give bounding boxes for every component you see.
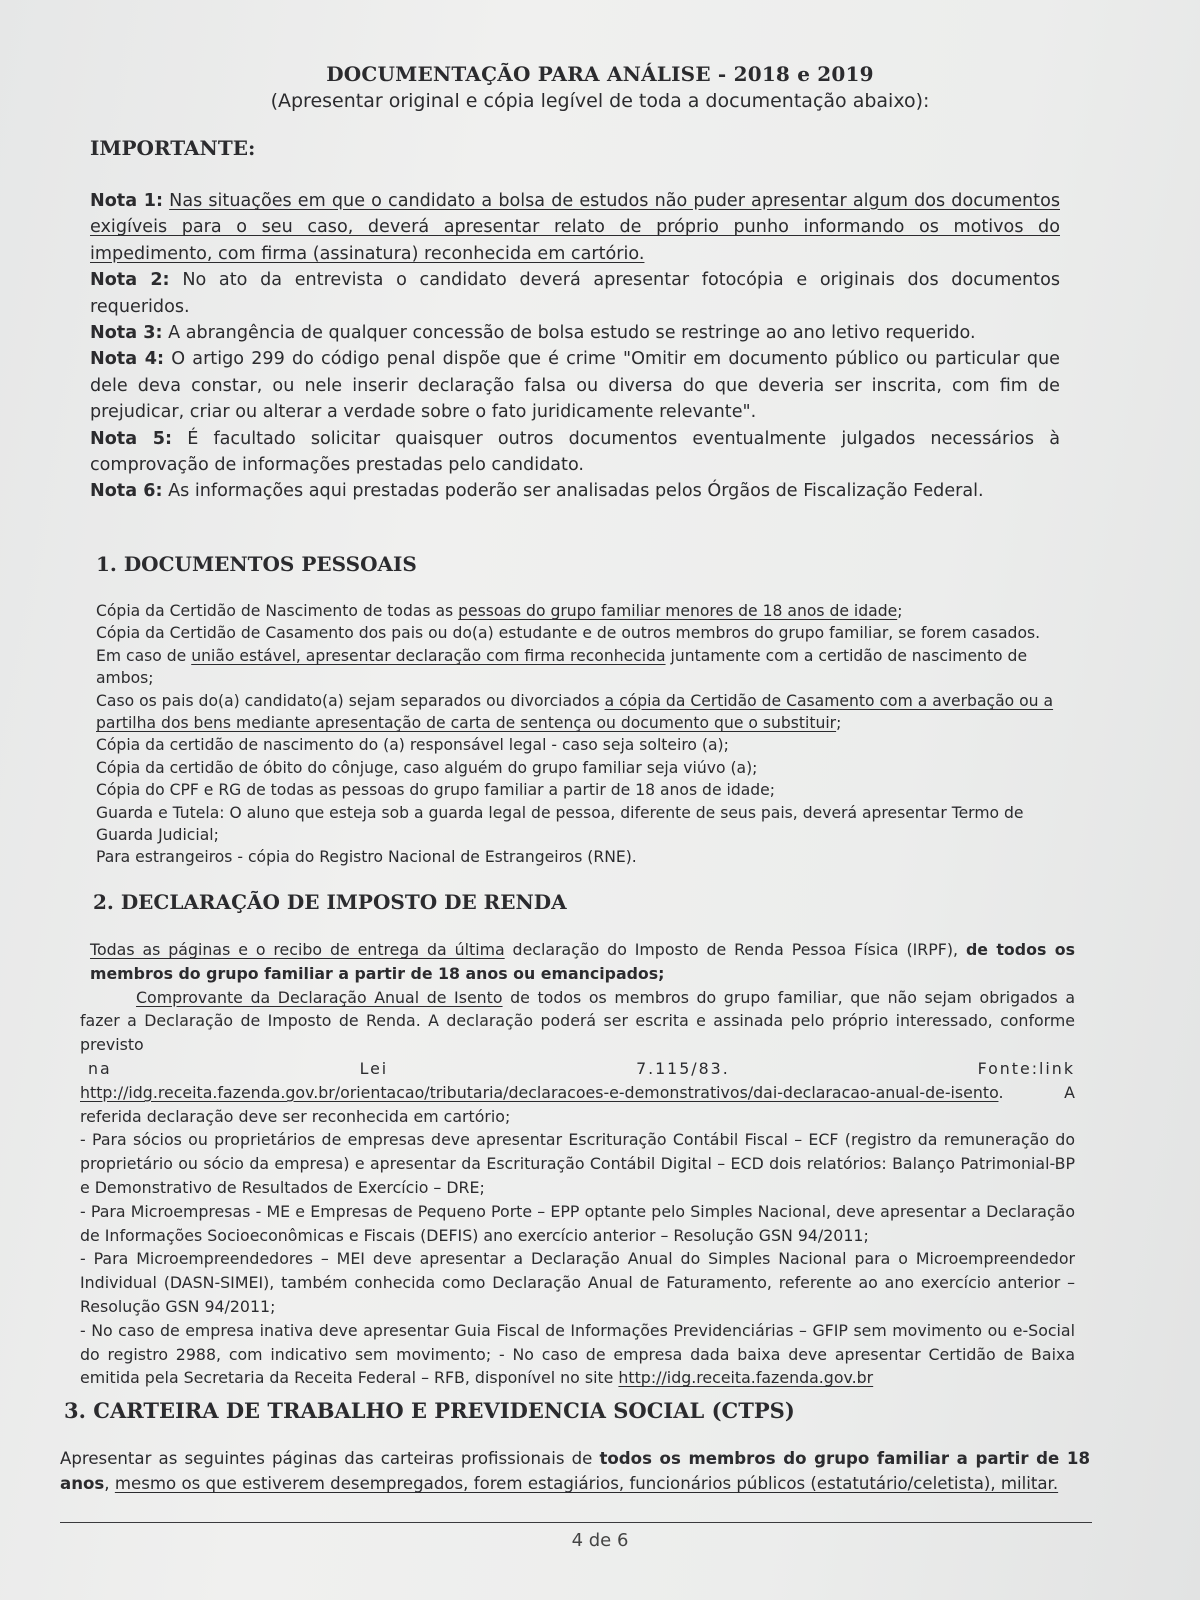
note-text: É facultado solicitar quaisquer outros documentos eventualmente julgados necessários à comprovação de informações prestadas pelo candidato.: [90, 428, 1060, 476]
footer-divider: [60, 1522, 1092, 1523]
notes-block: [90, 188, 1060, 505]
note-4: [90, 346, 1060, 425]
note-text: A abrangência de qualquer concessão de bolsa estudo se restringe ao ano letivo requerido.: [168, 323, 976, 344]
spaced-line: na Lei 7.115/83. Fonte:link: [88, 1058, 1075, 1078]
note-3: [90, 320, 1060, 346]
note-text: No ato da entrevista o candidato deverá apresentar fotocópia e originais dos documentos requeridos.: [90, 270, 1061, 317]
note-6: [90, 478, 1060, 504]
document-subtitle: (Apresentar original e cópia legível de toda a documentação abaixo):: [270, 90, 930, 112]
list-item: Caso os pais do(a) candidato(a) sejam separados ou divorciados a cópia da Certidão de Casamento com a averbação ou a partilha dos bens mediante apresentação de carta de sentença ou documento que o substituir;: [96, 691, 1054, 733]
note-label: Nota 1:: [90, 191, 164, 211]
note-1: [90, 188, 1060, 267]
list-item: Cópia da certidão de nascimento do (a) responsável legal - caso seja solteiro (a);: [96, 736, 729, 755]
paragraph: Comprovante da Declaração Anual de Isento de todos os membros do grupo familiar, que não sejam obrigados a fazer a Declaração de Imposto de Renda. A declaração poderá ser escrita e assinada pelo próprio interessado, conforme previsto: [80, 987, 1076, 1055]
paragraph: Todas as páginas e o recibo de entrega da última declaração do Imposto de Renda Pessoa Física (IRPF), de todos os membros do grupo familiar a partir de 18 anos ou emancipados;: [90, 940, 1075, 983]
note-label: Nota 4:: [90, 349, 165, 370]
list-item: Cópia da certidão de óbito do cônjuge, caso alguém do grupo familiar seja viúvo (a);: [96, 758, 758, 777]
note-label: Nota 5:: [90, 428, 173, 449]
document-title: DOCUMENTAÇÃO PARA ANÁLISE - 2018 e 2019: [326, 62, 874, 86]
section-3-heading: 3. CARTEIRA DE TRABALHO E PREVIDENCIA SOCIAL (CTPS): [64, 1398, 795, 1423]
important-heading: IMPORTANTE:: [90, 136, 256, 160]
receita-link[interactable]: http://idg.receita.fazenda.gov.br: [618, 1368, 874, 1388]
note-text: Nas situações em que o candidato a bolsa de estudos não puder apresentar algum dos documentos exigíveis para o seu caso, deverá apresentar relato de próprio punho informando os motivos do impedimento, com firma (assinatura) reconhecida em cartório.: [90, 191, 1060, 264]
page-number: 4 de 6: [571, 1530, 629, 1551]
list-item: Guarda e Tutela: O aluno que esteja sob a guarda legal de pessoa, diferente de seus pais, deverá apresentar Termo de Guarda Judicial;: [96, 803, 1024, 845]
section-1-heading: 1. DOCUMENTOS PESSOAIS: [96, 552, 417, 576]
paragraph: - Para Microempresas - ME e Empresas de Pequeno Porte – EPP optante pelo Simples Nacional, deve apresentar a Declaração de Informações Socioeconômicas e Fiscais (DEFIS) ano exercício anterior – Resolução GSN 94/2011;: [80, 1201, 1075, 1245]
section-3-body: [60, 1446, 1090, 1496]
section-2-heading: 2. DECLARAÇÃO DE IMPOSTO DE RENDA: [93, 890, 567, 914]
paragraph: http://idg.receita.fazenda.gov.br/orientacao/tributaria/declaracoes-e-demonstrativos/dai-declaracao-anual-de-isento. A referida declaração deve ser reconhecida em cartório;: [80, 1082, 1075, 1126]
section-1-body: [96, 600, 1068, 869]
paragraph: Apresentar as seguintes páginas das carteiras profissionais de todos os membros do grupo familiar a partir de 18 anos, mesmo os que estiverem desempregados, forem estagiários, funcionários públicos (estatutário/celetista), militar.: [60, 1449, 1090, 1493]
paragraph: - No caso de empresa inativa deve apresentar Guia Fiscal de Informações Previdenciárias – GFIP sem movimento ou e-Social do registro 2988, com indicativo sem movimento; - No caso de empresa dada baixa deve apresentar Certidão de Baixa emitida pela Secretaria da Receita Federal – RFB, disponível no site http://idg.receita.fazenda.gov.br: [80, 1320, 1075, 1388]
note-text: O artigo 299 do código penal dispõe que é crime "Omitir em documento público ou particular que dele deva constar, ou nele inserir declaração falsa ou diversa do que deveria ser inscrita, com fim de prejudicar, criar ou alterar a verdade sobre o fato juridicamente relevante".: [90, 349, 1061, 423]
list-item: Cópia do CPF e RG de todas as pessoas do grupo familiar a partir de 18 anos de idade;: [96, 781, 776, 800]
note-label: Nota 2:: [90, 270, 170, 291]
list-item: Cópia da Certidão de Casamento dos pais ou do(a) estudante e de outros membros do grupo familiar, se forem casados. Em caso de união estável, apresentar declaração com firma reconhecida juntamente com a certidão de nascimento de ambos;: [96, 624, 1041, 688]
note-5: [90, 426, 1060, 479]
paragraph: - Para Microempreendedores – MEI deve apresentar a Declaração Anual do Simples Nacional para o Microempreendedor Individual (DASN-SIMEI), também conhecida como Declaração Anual de Faturamento, referente ao ano exercício anterior – Resolução GSN 94/2011;: [80, 1249, 1075, 1316]
note-label: Nota 3:: [90, 323, 163, 344]
list-item: Para estrangeiros - cópia do Registro Nacional de Estrangeiros (RNE).: [96, 848, 637, 867]
note-label: Nota 6:: [90, 481, 163, 502]
paragraph: - Para sócios ou proprietários de empresas deve apresentar Escrituração Contábil Fiscal – ECF (registro da remuneração do proprietário ou sócio da empresa) e apresentar da Escrituração Contábil Digital – ECD dois relatórios: Balanço Patrimonial-BP e Demonstrativo de Resultados de Exercício – DRE;: [80, 1130, 1075, 1197]
list-item: Cópia da Certidão de Nascimento de todas as pessoas do grupo familiar menores de 18 anos de idade;: [96, 602, 903, 620]
note-text: As informações aqui prestadas poderão ser analisadas pelos Órgãos de Fiscalização Federal.: [168, 481, 984, 502]
isento-link[interactable]: http://idg.receita.fazenda.gov.br/orientacao/tributaria/declaracoes-e-demonstrativos/dai-declaracao-anual-de-isento: [80, 1082, 999, 1102]
section-2-body: [80, 938, 1075, 1390]
note-2: [90, 267, 1060, 320]
